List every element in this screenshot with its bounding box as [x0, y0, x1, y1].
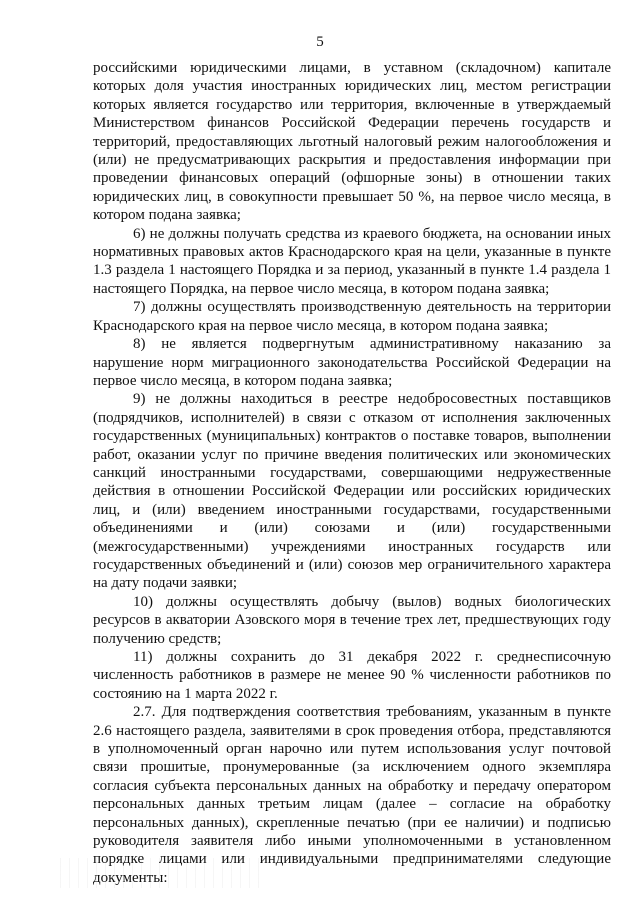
paragraph-item-10: 10) должны осуществлять добычу (вылов) водных биологических ресурсов в акватории Азовского моря в течение трех лет, предшествующих году получению средств; — [93, 593, 611, 647]
paragraph-item-8: 8) не является подвергнутым административному наказанию за нарушение норм миграционного законодательства Российской Федерации на первое число месяца, в котором подана заявка; — [93, 336, 611, 389]
paragraph-item-9: 9) не должны находиться в реестре недобросовестных поставщиков (подрядчиков, исполнителей) в связи с отказом от исполнения заключенных государственных (муниципальных) контрактов о поставке товаров, выполнении работ, оказании услуг по причине введения политических или экономических санкций иностранными государствами, совершающими недружественные действия в отношении Российской Федерации или российских юридических лиц, и (или) введением иностранными государствами, государственными объединениями и (или) союзами и (или) государственными (межгосударственными) учреждениями иностранных государств или государственных объединений и (или) союзов мер ограничительного характера на дату подачи заявки; — [93, 391, 611, 592]
paragraph-item-11: 11) должны сохранить до 31 декабря 2022 г. среднесписочную численность работников в размере не менее 90 % численности работников по состоянию на 1 марта 2022 г. — [93, 649, 611, 702]
scan-noise — [60, 858, 260, 888]
paragraph-section-2-7: 2.7. Для подтверждения соответствия требованиям, указанным в пункте 2.6 настоящего раздела, заявителями в срок проведения отбора, представляются в уполномоченный орган нарочно или путем использования услуг почтовой связи прошитые, пронумерованные (за исключением одного экземпляра согласия субъекта персональных данных на обработку и передачу оператором персональных данных третьим лицам (далее – согласие на обработку персональных данных), скрепленные печатью (при ее наличии) и подписью руководителя заявителя либо иными уполномоченными в установленном порядке лицами или индивидуальными предпринимателями следующие документы: — [93, 704, 611, 886]
paragraph-item-7: 7) должны осуществлять производственную деятельность на территории Краснодарского края на первое число месяца, в котором подана заявка; — [93, 299, 611, 334]
paragraph-continuation: российскими юридическими лицами, в уставном (складочном) капитале которых доля участия иностранных юридических лиц, местом регистрации которых является государство или территория, включенные в утверждаемый Министерством финансов Российской Федерации перечень государств и территорий, предоставляющих льготный налоговый режим налогообложения и (или) не предусматривающих раскрытия и предоставления информации при проведении финансовых операций (офшорные зоны) в отношении таких юридических лиц, в совокупности превышает 50 %, на первое число месяца, в котором подана заявка; — [93, 60, 611, 224]
paragraph-item-6: 6) не должны получать средства из краевого бюджета, на основании иных нормативных правовых актов Краснодарского края на цели, указанные в пункте 1.3 раздела 1 настоящего Порядка и за период, указанный в пункте 1.4 раздела 1 настоящего Порядка, на первое число месяца, в котором подана заявка; — [93, 225, 611, 297]
document-body — [93, 59, 611, 887]
page-number: 5 — [316, 34, 324, 50]
